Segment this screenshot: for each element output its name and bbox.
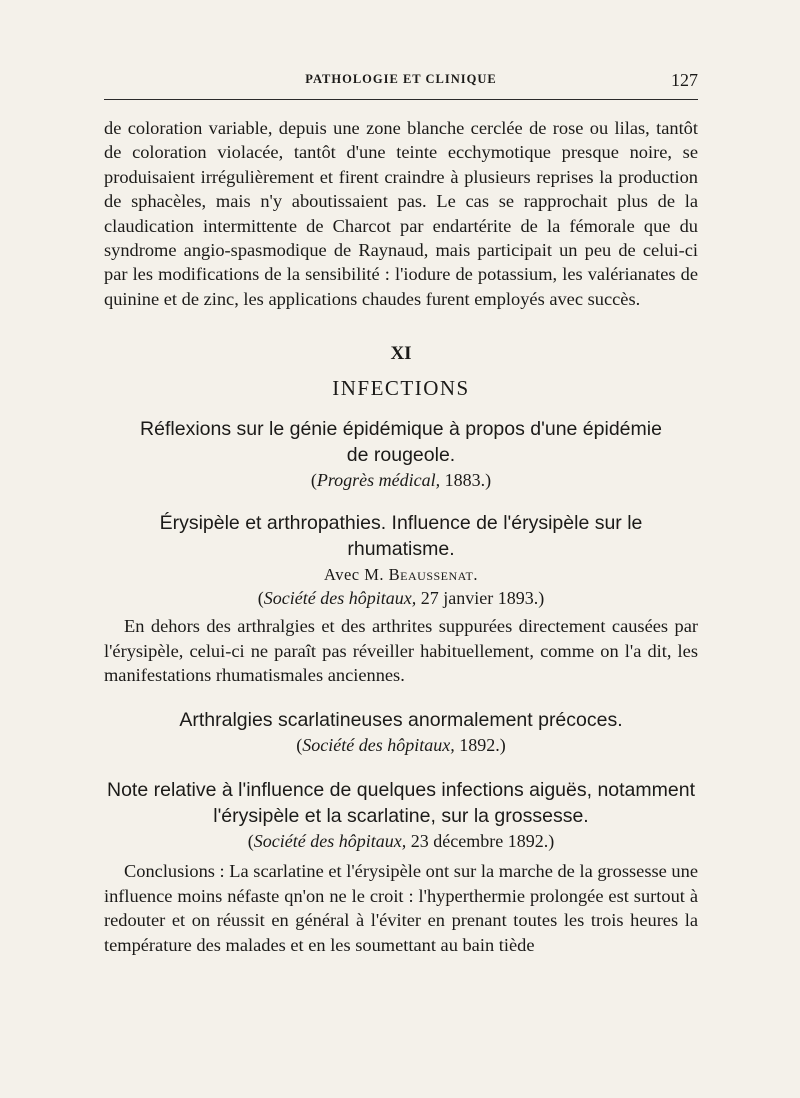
entry-author: Avec M. Beaussenat. [324, 565, 478, 585]
entry-infections-grossesse [104, 777, 698, 957]
entry-text: En dehors des arthralgies et des arthrites suppurées directement causées par l'érysipèle, celui-ci ne paraît pas réveiller habituellement, comme on l'a dit, les manifestations rhumatismales anciennes. [104, 616, 698, 686]
chapter-title: INFECTIONS [332, 376, 470, 401]
entry-rougeole [104, 416, 698, 492]
page-number: 127 [671, 70, 698, 90]
entry-citation: (Société des hôpitaux, 23 décembre 1892.) [247, 831, 555, 852]
entry-title: Érysipèle et arthropathies. Influence de l'érysipèle sur le rhumatisme. [159, 512, 643, 561]
page-body [104, 116, 698, 957]
entry-citation: (Progrès médical, 1883.) [310, 470, 492, 491]
entry-title: Arthralgies scarlatineuses anormalement précoces. [179, 709, 623, 732]
entry-arthralgies-scarlatineuses [104, 707, 698, 757]
page-header [104, 72, 698, 94]
entry-text: Conclusions : La scarlatine et l'érysipèle ont sur la marche de la grossesse une influence moins néfaste qn'on ne le croit : l'hyperthermie prolongée est surtout à redouter et on réussit en général à l'éviter en prenant toutes les trois heures la température des malades et en les soumettant au bain tiède [104, 861, 698, 955]
entry-citation: (Société des hôpitaux, 27 janvier 1893.) [257, 588, 545, 609]
entry-erysipele-arthropathies [104, 510, 698, 687]
entry-citation: (Société des hôpitaux, 1892.) [296, 735, 506, 756]
chapter-number: XI [390, 343, 412, 365]
header-rule [104, 99, 698, 100]
entry-title: Note relative à l'influence de quelques infections aiguës, notamment l'érysipèle et la scarlatine, sur la grossesse. [107, 779, 695, 828]
entry-title: Réflexions sur le génie épidémique à propos d'une épidémie de rougeole. [140, 418, 662, 467]
running-head: PATHOLOGIE ET CLINIQUE [305, 72, 497, 86]
opening-paragraph: de coloration variable, depuis une zone blanche cerclée de rose ou lilas, tantôt de coloration violacée, tantôt d'une teinte ecchymotique presque noire, se produisaient irrégulièrement et firent craindre à plusieurs reprises la production de sphacèles, mais n'y aboutissaient pas. Le cas se rapprochait plus de la claudication intermittente de Charcot par endartérite de la fémorale que du syndrome angio-spasmodique de Raynaud, mais participait un peu de celui-ci par les modifications de la sensibilité : l'iodure de potassium, les valérianates de quinine et de zinc, les applications chaudes furent employés avec succès. [104, 118, 698, 309]
